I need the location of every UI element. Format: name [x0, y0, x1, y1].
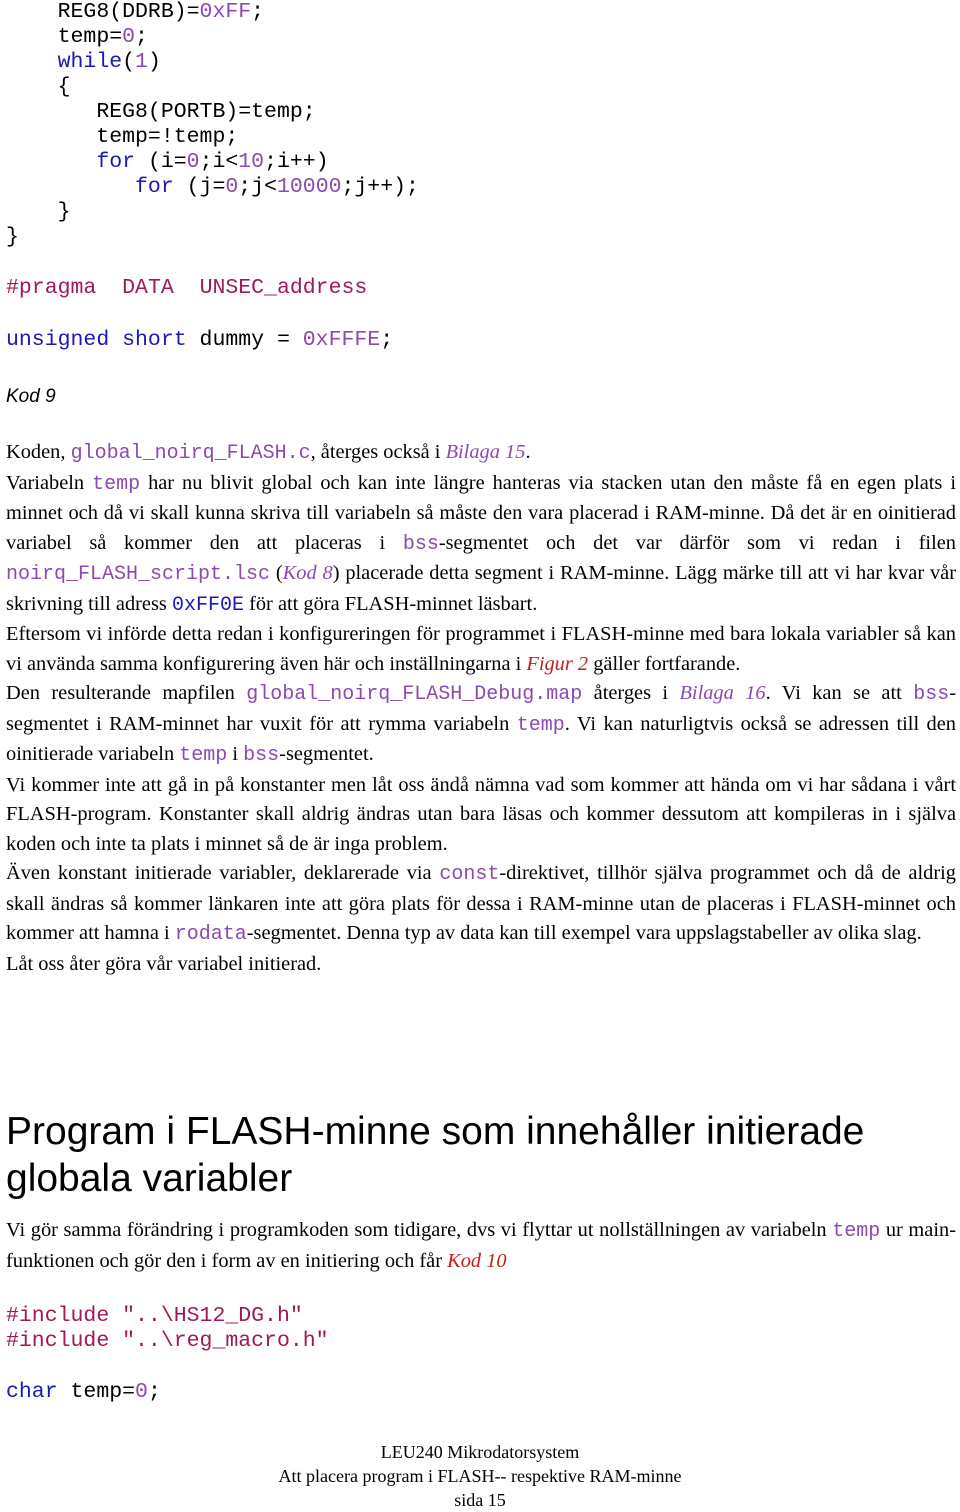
paragraph: Koden, global_noirq_FLASH.c, återges också i Bilaga 15. [6, 441, 531, 465]
declaration-line: char temp=0; [6, 1380, 161, 1404]
section-heading: Program i FLASH-minne som innehåller initierade globala variabler [6, 1110, 865, 1200]
code-ref-link[interactable]: Kod 8 [282, 562, 333, 584]
paragraph: Vi gör samma förändring i programkoden som tidigare, dvs vi flyttar ut nollställningen av variabeln temp ur main-funktionen och gör den i form av en initiering och får Kod 10 [6, 1219, 956, 1272]
code-line: } [6, 225, 19, 249]
paragraph: Eftersom vi införde detta redan i konfigureringen för programmet i FLASH-minne med bara lokala variabler så kan vi använda samma konfigurering även här och inställningarna i Figur 2 gäller fortfarande. [6, 623, 956, 675]
paragraph: Vi kommer inte att gå in på konstanter men låt oss ändå nämna vad som kommer att hända om vi har sådana i vårt FLASH-program. Konstanter skall aldrig ändras utan bara läsas och kommer dessutom att kompileras in i själva koden och inte ta plats i minnet så de är inga problem. [6, 773, 956, 855]
page-footer [0, 1440, 960, 1512]
paragraph: Låt oss åter göra vår variabel initierad. [6, 952, 322, 975]
body-text-2 [6, 1216, 956, 1276]
code-block-top [6, 0, 419, 250]
code-line: { [57, 75, 71, 99]
code-line: #include "..\HS12_DG.h" [6, 1304, 303, 1328]
appendix-link[interactable]: Bilaga 16 [679, 682, 766, 704]
page-number: sida 15 [454, 1490, 506, 1510]
footer-title: Att placera program i FLASH-- respektive RAM-minne [278, 1466, 682, 1486]
paragraph: Variabeln temp har nu blivit global och kan inte längre hanteras via stacken utan den måste få en egen plats i minnet och då vi skall kunna skriva till variabeln så måste den vara placerad i RAM-minne. Då det är en oinitierad variabel så kommer den att placeras i bss-segmentet och det var därför som vi redan i filen noirq_FLASH_script.lsc (Kod 8) placerade detta segment i RAM-minne. Lägg märke till att vi har kvar vår skrivning till adress 0xFF0E för att göra FLASH-minnet läsbart. [6, 471, 956, 617]
appendix-link[interactable]: Bilaga 15 [445, 441, 526, 463]
code-line: temp=!temp; [96, 125, 239, 149]
footer-course: LEU240 Mikrodatorsystem [380, 1442, 580, 1462]
pragma-line: #pragma DATA UNSEC_address [6, 276, 368, 300]
code-block-bottom [6, 1304, 329, 1354]
code-ref-link[interactable]: Kod 10 [447, 1249, 507, 1272]
code-line: for (j=0;j<10000;j++); [135, 175, 419, 199]
code-line: for (i=0;i<10;i++) [96, 150, 329, 174]
code-line: temp=0; [57, 25, 148, 49]
code-line: REG8(PORTB)=temp; [96, 100, 316, 124]
code-line: while(1) [57, 50, 161, 74]
declaration-line: unsigned short dummy = 0xFFFE; [6, 328, 394, 352]
body-text [6, 438, 956, 979]
file-link[interactable]: global_noirq_FLASH_Debug.map [246, 683, 583, 706]
file-link[interactable]: global_noirq_FLASH.c [70, 442, 311, 465]
code-line: } [57, 200, 71, 224]
paragraph: Även konstant initierade variabler, deklarerade via const-direktivet, tillhör själva programmet och då de aldrig skall ändras så kommer länkaren inte att göra plats för dessa i RAM-minne utan de placeras i FLASH-minnet och kommer att hamna i rodata-segmentet. Denna typ av data kan till exempel vara uppslagstabeller av olika slag. [6, 862, 956, 946]
code-line: #include "..\reg_macro.h" [6, 1329, 329, 1353]
file-link[interactable]: noirq_FLASH_script.lsc [6, 563, 271, 586]
paragraph: Den resulterande mapfilen global_noirq_FLASH_Debug.map återges i Bilaga 16. Vi kan se att bss-segmentet i RAM-minnet har vuxit för att rymma variabeln temp. Vi kan naturligtvis också se adressen till den oinitierade variabeln temp i bss-segmentet. [6, 682, 956, 767]
code-caption: Kod 9 [6, 386, 56, 407]
figure-link[interactable]: Figur 2 [526, 652, 589, 675]
code-line: REG8(DDRB)=0xFF; [57, 0, 265, 24]
